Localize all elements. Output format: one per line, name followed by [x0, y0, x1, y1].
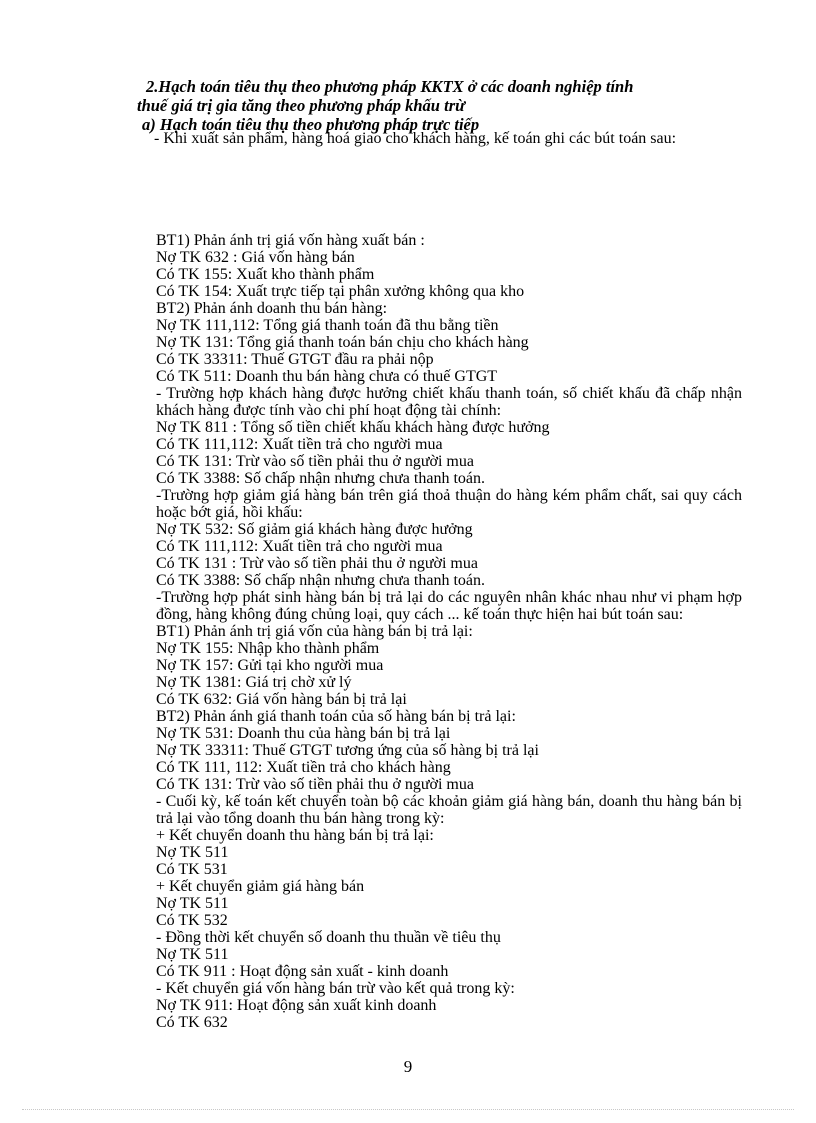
entry-line: Nợ TK 131: Tổng giá thanh toán bán chịu cho khách hàng [156, 334, 529, 351]
entry-line: BT1) Phản ánh trị giá vốn của hàng bán bị trả lại: [156, 623, 473, 640]
entry-line: Có TK 111,112: Xuất tiền trả cho người mua [156, 538, 443, 555]
entry-line: BT2) Phản ánh giá thanh toán của số hàng bán bị trả lại: [156, 708, 516, 725]
entry-line: Có TK 111, 112: Xuất tiền trả cho khách hàng [156, 759, 451, 776]
entry-line: - Đồng thời kết chuyển số doanh thu thuần về tiêu thụ [156, 929, 501, 946]
heading-line-2: thuế giá trị gia tăng theo phương pháp khấu trừ [137, 96, 466, 115]
entry-line: Có TK 911 : Hoạt động sản xuất - kinh doanh [156, 963, 449, 980]
subheading: a) Hạch toán tiêu thụ theo phương pháp trực tiếp [142, 115, 480, 134]
entry-line: - Cuối kỳ, kế toán kết chuyển toàn bộ các khoản giảm giá hàng bán, doanh thu hàng bán bị trả lại vào tổng doanh thu bán hàng trong kỳ: [156, 793, 742, 827]
entry-line: Nợ TK 811 : Tổng số tiền chiết khấu khách hàng được hưởng [156, 419, 550, 436]
entry-line: + Kết chuyển giảm giá hàng bán [156, 878, 365, 895]
accounting-entries [137, 232, 742, 1031]
entry-line: Có TK 33311: Thuế GTGT đầu ra phải nộp [156, 351, 434, 368]
entry-line: Nợ TK 511 [156, 946, 229, 963]
entry-line: Nợ TK 33311: Thuế GTGT tương ứng của số hàng bị trả lại [156, 742, 539, 759]
entry-line: - Trường hợp khách hàng được hưởng chiết khấu thanh toán, số chiết khấu đã chấp nhận khách hàng được tính vào chi phí hoạt động tài chính: [156, 385, 742, 419]
entry-line: Có TK 131: Trừ vào số tiền phải thu ở người mua [156, 453, 474, 470]
entry-line: BT1) Phản ánh trị giá vốn hàng xuất bán : [156, 232, 425, 249]
entry-line: + Kết chuyển doanh thu hàng bán bị trả lại: [156, 827, 434, 844]
entry-line: Nợ TK 511 [156, 895, 229, 912]
entry-line: Có TK 532 [156, 912, 228, 929]
entry-line: Nợ TK 511 [156, 844, 229, 861]
entry-line: Có TK 131: Trừ vào số tiền phải thu ở người mua [156, 776, 474, 793]
section-heading [137, 77, 742, 134]
page-number: 9 [403, 1057, 413, 1076]
entry-line: Nợ TK 157: Gửi tại kho người mua [156, 657, 384, 674]
entry-line: Có TK 511: Doanh thu bán hàng chưa có thuế GTGT [156, 368, 498, 385]
entry-line: Có TK 131 : Trừ vào số tiền phải thu ở người mua [156, 555, 478, 572]
entry-line: Có TK 632: Giá vốn hàng bán bị trả lại [156, 691, 407, 708]
entry-line: Có TK 155: Xuất kho thành phẩm [156, 266, 375, 283]
entry-line: Có TK 111,112: Xuất tiền trả cho người mua [156, 436, 443, 453]
entry-line: Nợ TK 632 : Giá vốn hàng bán [156, 249, 355, 266]
entry-line: Có TK 3388: Số chấp nhận nhưng chưa thanh toán. [156, 470, 485, 487]
entry-line: Nợ TK 155: Nhập kho thành phẩm [156, 640, 380, 657]
entry-line: Có TK 154: Xuất trực tiếp tại phân xưởng không qua kho [156, 283, 525, 300]
entry-line: Có TK 3388: Số chấp nhận nhưng chưa thanh toán. [156, 572, 485, 589]
intro-paragraph: - Khi xuất sản phẩm, hàng hoá giao cho khách hàng, kế toán ghi các bút toán sau: [154, 130, 677, 147]
heading-line-1: 2.Hạch toán tiêu thụ theo phương pháp KKTX ở các doanh nghiệp tính [146, 77, 634, 96]
entry-line: Nợ TK 911: Hoạt động sản xuất kinh doanh [156, 997, 437, 1014]
entry-line: -Trường hợp phát sinh hàng bán bị trả lại do các nguyên nhân khác nhau như vi phạm hợp đồng, hàng không đúng chủng loại, quy cách ... kế toán thực hiện hai bút toán sau: [156, 589, 742, 623]
footer-divider [22, 1109, 794, 1110]
entry-line: Có TK 531 [156, 861, 228, 878]
entry-line: Nợ TK 1381: Giá trị chờ xử lý [156, 674, 352, 691]
entry-line: Nợ TK 532: Số giảm giá khách hàng được hưởng [156, 521, 473, 538]
entry-line: Có TK 632 [156, 1014, 228, 1031]
entry-line: -Trường hợp giảm giá hàng bán trên giá thoả thuận do hàng kém phẩm chất, sai quy cách hoặc bớt giá, hồi khấu: [156, 487, 742, 521]
entry-line: BT2) Phản ánh doanh thu bán hàng: [156, 300, 388, 317]
entry-line: Nợ TK 111,112: Tổng giá thanh toán đã thu bằng tiền [156, 317, 499, 334]
entry-line: - Kết chuyển giá vốn hàng bán trừ vào kết quả trong kỳ: [156, 980, 515, 997]
entry-line: Nợ TK 531: Doanh thu của hàng bán bị trả lại [156, 725, 451, 742]
